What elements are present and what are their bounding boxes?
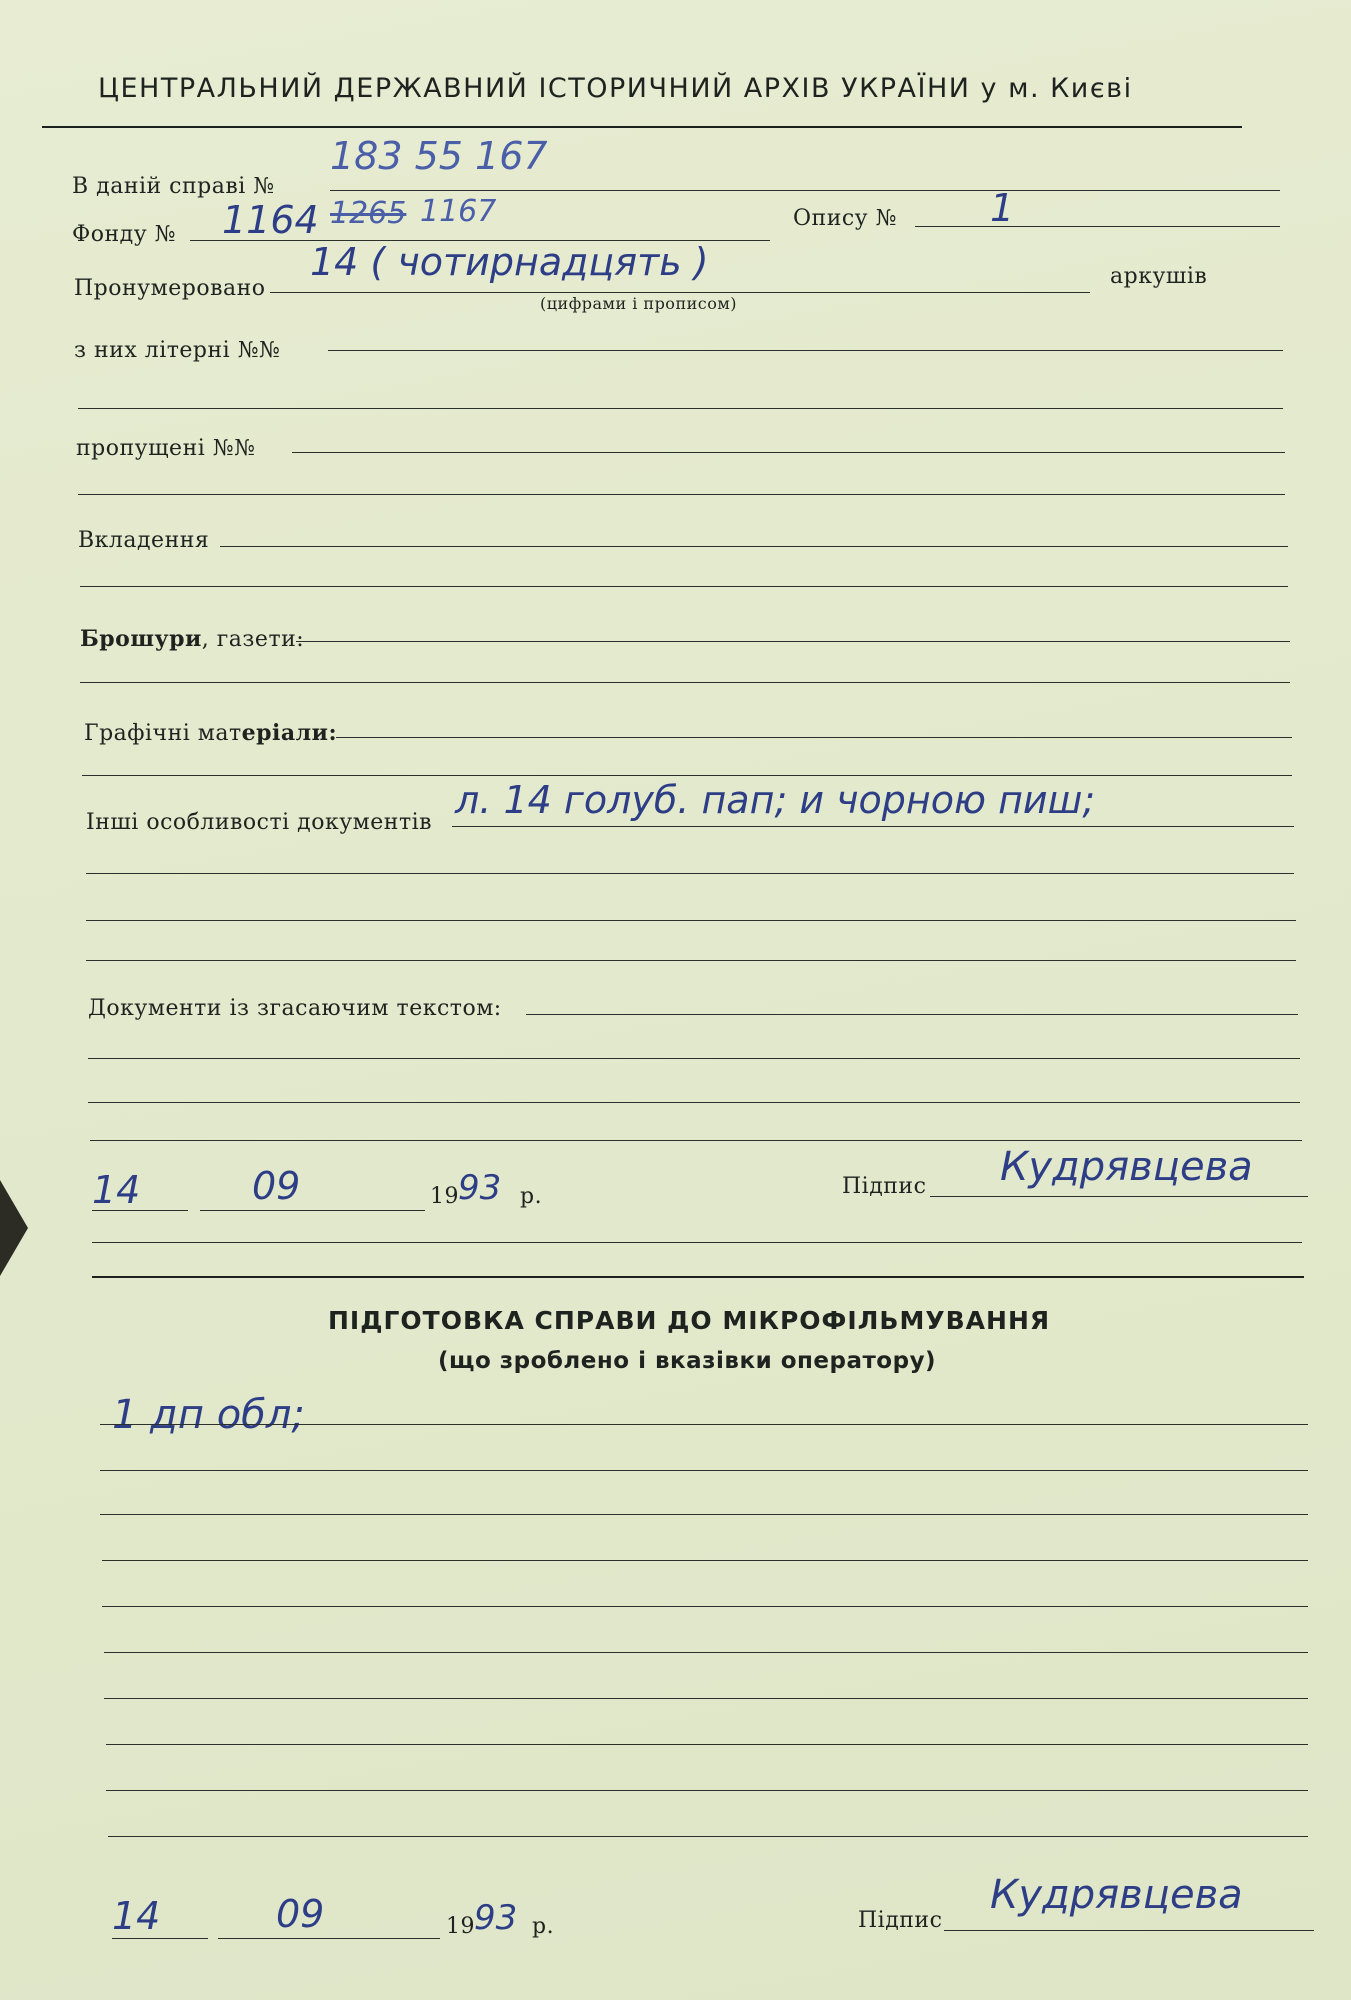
- binder-edge: [0, 1180, 28, 1276]
- faded-line: [526, 1014, 1298, 1015]
- skipped-line-2: [78, 494, 1285, 495]
- fond-extra-value: 1167: [420, 194, 497, 229]
- sign-1-label: Підпис: [842, 1174, 927, 1199]
- skipped-line: [292, 452, 1285, 453]
- graphic-label-pre: Графічні мат: [84, 721, 242, 746]
- other-line-3: [86, 920, 1296, 921]
- brochures-line: [296, 641, 1290, 642]
- attachments-line-2: [80, 586, 1288, 587]
- date-1-day-line: [92, 1210, 188, 1211]
- note-line-6: [104, 1652, 1308, 1653]
- date-1-month: 09: [252, 1164, 301, 1208]
- sign-2-line: [944, 1930, 1314, 1931]
- note-line-1: [100, 1424, 1308, 1425]
- date-2-day: 14: [112, 1894, 161, 1938]
- date-1-year-hand: 93: [458, 1168, 502, 1208]
- operator-note: 1 дп обл;: [112, 1392, 305, 1438]
- graphic-label-bold: еріали:: [241, 720, 338, 746]
- sign-2-label: Підпис: [858, 1908, 943, 1933]
- opys-value: 1: [990, 186, 1015, 230]
- note-line-3: [100, 1514, 1308, 1515]
- skipped-label: пропущені №№: [76, 436, 256, 461]
- numbered-hint: (цифрами і прописом): [540, 294, 738, 313]
- faded-line-4: [90, 1140, 1302, 1141]
- numbered-line: [270, 292, 1090, 293]
- attachments-line: [220, 546, 1288, 547]
- opys-line: [915, 226, 1280, 227]
- section-2-subtitle: (що зроблено і вказівки оператору): [438, 1348, 937, 1374]
- case-label: В даній справі №: [72, 174, 275, 199]
- faded-line-3: [88, 1102, 1300, 1103]
- brochures-label-rest: , газети:: [201, 627, 305, 652]
- note-line-2: [100, 1470, 1308, 1471]
- date-2-year-suffix: р.: [532, 1914, 555, 1939]
- literal-label: з них літерні №№: [74, 338, 281, 363]
- brochures-label-bold: Брошури: [80, 626, 202, 652]
- date-1-year-prefix: 19: [430, 1184, 459, 1209]
- faded-line-2: [88, 1058, 1300, 1059]
- numbered-label: Пронумеровано: [74, 276, 266, 301]
- note-line-8: [106, 1744, 1308, 1745]
- fond-value: 1164: [222, 198, 319, 242]
- graphic-line: [336, 737, 1292, 738]
- case-value: 183 55 167: [330, 134, 548, 178]
- literal-line-2: [78, 408, 1283, 409]
- signature-1: Кудрявцева: [1000, 1144, 1253, 1190]
- section-2-title: ПІДГОТОВКА СПРАВИ ДО МІКРОФІЛЬМУВАННЯ: [328, 1306, 1051, 1335]
- date-2-year-hand: 93: [474, 1898, 518, 1938]
- divider-1: [92, 1242, 1302, 1243]
- faded-label: Документи із згасаючим текстом:: [88, 996, 502, 1021]
- date-1-day: 14: [92, 1168, 141, 1212]
- fond-label: Фонду №: [72, 222, 176, 247]
- numbered-value: 14 ( чотирнадцять ): [310, 240, 709, 284]
- case-line: [330, 190, 1280, 191]
- divider-2: [92, 1276, 1304, 1278]
- other-line-4: [86, 960, 1296, 961]
- other-line-2: [86, 873, 1294, 874]
- date-1-year-suffix: р.: [520, 1184, 543, 1209]
- note-line-7: [104, 1698, 1308, 1699]
- graphic-label: [84, 720, 337, 746]
- signature-2: Кудрявцева: [990, 1872, 1243, 1918]
- date-2-year-prefix: 19: [446, 1914, 475, 1939]
- date-2-month: 09: [276, 1892, 325, 1936]
- header-rule: [42, 126, 1242, 128]
- sign-1-line: [930, 1196, 1308, 1197]
- graphic-line-2: [82, 775, 1292, 776]
- brochures-line-2: [80, 682, 1290, 683]
- brochures-label: [80, 626, 304, 652]
- opys-label: Опису №: [793, 206, 897, 231]
- note-line-5: [102, 1606, 1308, 1607]
- sheets-label: аркушів: [1110, 264, 1208, 289]
- date-1-month-line: [200, 1210, 425, 1211]
- other-label: Інші особливості документів: [86, 810, 433, 835]
- note-line-10: [108, 1836, 1308, 1837]
- other-value: л. 14 голуб. пап; и чорною пиш;: [455, 778, 1096, 822]
- note-line-4: [102, 1560, 1308, 1561]
- fond-struck-value: 1265: [330, 196, 407, 231]
- note-line-9: [106, 1790, 1308, 1791]
- date-2-month-line: [218, 1938, 440, 1939]
- literal-line: [328, 350, 1283, 351]
- archive-title: ЦЕНТРАЛЬНИЙ ДЕРЖАВНИЙ ІСТОРИЧНИЙ АРХІВ УКРАЇНИ у м. Києві: [98, 73, 1133, 104]
- other-line: [452, 826, 1294, 827]
- date-2-day-line: [112, 1938, 208, 1939]
- attachments-label: Вкладення: [78, 528, 210, 553]
